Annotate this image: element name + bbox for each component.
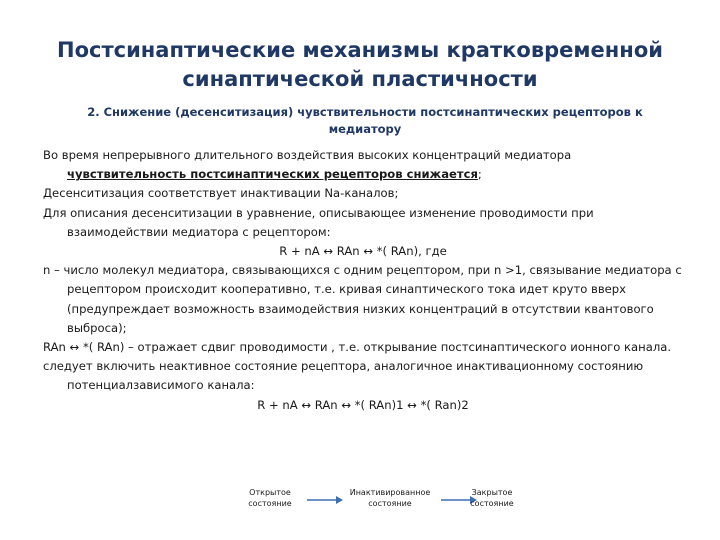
page-title: Постсинаптические механизмы кратковременной синаптической пластичности — [57, 38, 663, 91]
state-diagram — [240, 487, 540, 521]
paragraph-conductance-shift: RAn ↔ *( RAn) – отражает сдвиг проводимости , т.е. открывание постсинаптического ионного канала. — [43, 340, 672, 355]
state-open-line1: Открытое — [249, 488, 291, 497]
equation-1: R + nA ↔ RAn ↔ *( RAn), где — [279, 244, 447, 259]
paragraph-n-definition: n – число молекул медиатора, связывающихся с одним рецептором, при n >1, связывание медиатора с рецептором происходит кооперативно, т.е. кривая синаптического тока идет круто вверх (предупреждает возможность взаимодействия низких концентраций в отсутствии квантового выброса); — [43, 263, 682, 335]
section-subtitle: 2. Снижение (десенситизация) чувствительности постсинаптических рецепторов к медиатору — [87, 105, 643, 136]
paragraph-equation-intro: Для описания десенситизации в уравнение, описывающее изменение проводимости при взаимодействии медиатора с рецептором: — [43, 205, 594, 239]
state-inactivated — [340, 487, 440, 509]
p1-underlined-text: чувствительность постсинаптических рецепторов снижается — [67, 167, 478, 182]
p1-end: ; — [477, 167, 482, 182]
state-closed-line1: Закрытое — [471, 488, 513, 497]
state-inactivated-line1: Инактивированное — [349, 488, 431, 497]
paragraph-inactive-state: следует включить неактивное состояние рецептора, аналогичное инактивационному состоянию потенциалзависимого канала: — [43, 359, 644, 393]
paragraph-desensitization — [43, 146, 683, 184]
p1-text: Во время непрерывного длительного воздействия высоких концентраций медиатора — [43, 148, 572, 162]
state-closed — [462, 487, 522, 509]
state-closed-line2: состояние — [470, 499, 514, 508]
body-text — [43, 146, 683, 415]
paragraph-na-channels: Десенситизация соответствует инактивации Na-каналов; — [43, 186, 399, 201]
state-open — [240, 487, 300, 509]
equation-2: R + nA ↔ RAn ↔ *( RAn)1 ↔ *( Ran)2 — [257, 397, 469, 412]
state-open-line2: состояние — [248, 499, 292, 508]
arrow-right-icon — [306, 494, 344, 506]
state-inactivated-line2: состояние — [368, 499, 412, 508]
